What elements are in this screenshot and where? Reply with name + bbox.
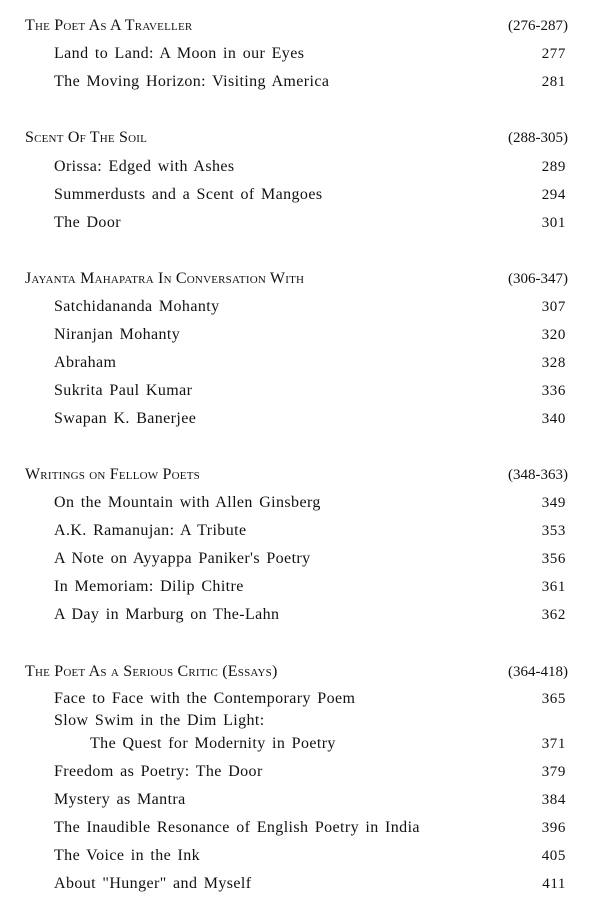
entry-page-number: 371	[541, 736, 566, 752]
entry-title: The Moving Horizon: Visiting America	[54, 73, 330, 90]
entry-page-number: 336	[541, 383, 566, 399]
section-heading	[0, 126, 600, 150]
section-title: The Poet As a Serious Critic (Essays)	[25, 663, 278, 680]
entry-title: Freedom as Poetry: The Door	[54, 763, 263, 780]
toc-entry	[0, 519, 600, 543]
section-page-range: (288-305)	[508, 130, 568, 146]
entry-title: About "Hunger" and Myself	[54, 875, 252, 892]
entry-title: Summerdusts and a Scent of Mangoes	[54, 186, 323, 203]
entry-page-number: 328	[541, 355, 566, 371]
toc-entry	[0, 872, 600, 896]
entry-page-number: 353	[541, 523, 566, 539]
entry-title: A Note on Ayyappa Paniker's Poetry	[54, 550, 311, 567]
section-page-range: (348-363)	[508, 467, 568, 483]
entry-page-number: 411	[542, 876, 566, 892]
toc-entry-continuation	[0, 732, 600, 756]
section-heading	[0, 267, 600, 291]
entry-title: Swapan K. Banerjee	[54, 410, 197, 427]
entry-title: Abraham	[54, 354, 117, 371]
entry-page-number: 356	[541, 551, 566, 567]
toc-entry	[0, 547, 600, 571]
section-title: Jayanta Mahapatra In Conversation With	[25, 270, 305, 287]
toc-entry	[0, 491, 600, 515]
entry-title: The Inaudible Resonance of English Poetry in India	[54, 819, 420, 836]
entry-title: The Voice in the Ink	[54, 847, 201, 864]
toc-entry	[0, 42, 600, 66]
entry-title: The Door	[54, 214, 121, 231]
entry-title: A Day in Marburg on The-Lahn	[54, 606, 280, 623]
entry-page-number: 301	[541, 215, 566, 231]
section-title: Scent Of The Soil	[25, 129, 148, 146]
entry-page-number: 320	[541, 327, 566, 343]
toc-entry	[0, 211, 600, 235]
entry-page-number: 405	[541, 848, 566, 864]
entry-page-number: 362	[541, 607, 566, 623]
entry-title: Mystery as Mantra	[54, 791, 186, 808]
entry-title: The Quest for Modernity in Poetry	[90, 735, 336, 752]
entry-page-number: 277	[541, 46, 566, 62]
toc-entry	[0, 155, 600, 179]
section-heading	[0, 14, 600, 38]
toc-entry	[0, 709, 600, 733]
toc-entry	[0, 844, 600, 868]
toc-entry	[0, 70, 600, 94]
entry-title: Slow Swim in the Dim Light:	[54, 712, 265, 729]
entry-title: A.K. Ramanujan: A Tribute	[54, 522, 247, 539]
toc-entry	[0, 603, 600, 627]
entry-title: Sukrita Paul Kumar	[54, 382, 193, 399]
entry-title: Face to Face with the Contemporary Poem	[54, 690, 356, 707]
entry-page-number: 281	[541, 74, 566, 90]
entry-page-number: 307	[541, 299, 566, 315]
section-page-range: (306-347)	[508, 271, 568, 287]
entry-title: Satchidananda Mohanty	[54, 298, 220, 315]
entry-title: Orissa: Edged with Ashes	[54, 158, 235, 175]
section-page-range: (364-418)	[508, 664, 568, 680]
toc-entry	[0, 295, 600, 319]
section-page-range: (276-287)	[508, 18, 568, 34]
entry-title: Niranjan Mohanty	[54, 326, 181, 343]
entry-page-number: 294	[541, 187, 566, 203]
toc-entry	[0, 687, 600, 711]
section-title: The Poet As A Traveller	[25, 17, 193, 34]
toc-entry	[0, 575, 600, 599]
entry-title: Land to Land: A Moon in our Eyes	[54, 45, 305, 62]
toc-entry	[0, 351, 600, 375]
section-heading	[0, 463, 600, 487]
toc-entry	[0, 379, 600, 403]
entry-page-number: 340	[541, 411, 566, 427]
entry-page-number: 379	[541, 764, 566, 780]
entry-title: In Memoriam: Dilip Chitre	[54, 578, 244, 595]
toc-entry	[0, 816, 600, 840]
toc-entry	[0, 323, 600, 347]
section-heading	[0, 660, 600, 684]
section-title: Writings on Fellow Poets	[25, 466, 200, 483]
entry-page-number: 349	[541, 495, 566, 511]
entry-title: On the Mountain with Allen Ginsberg	[54, 494, 321, 511]
toc-entry	[0, 407, 600, 431]
entry-page-number: 289	[541, 159, 566, 175]
entry-page-number: 396	[541, 820, 566, 836]
toc-entry	[0, 760, 600, 784]
toc-entry	[0, 788, 600, 812]
entry-page-number: 384	[541, 792, 566, 808]
entry-page-number: 361	[541, 579, 566, 595]
entry-page-number: 365	[541, 691, 566, 707]
toc-entry	[0, 183, 600, 207]
